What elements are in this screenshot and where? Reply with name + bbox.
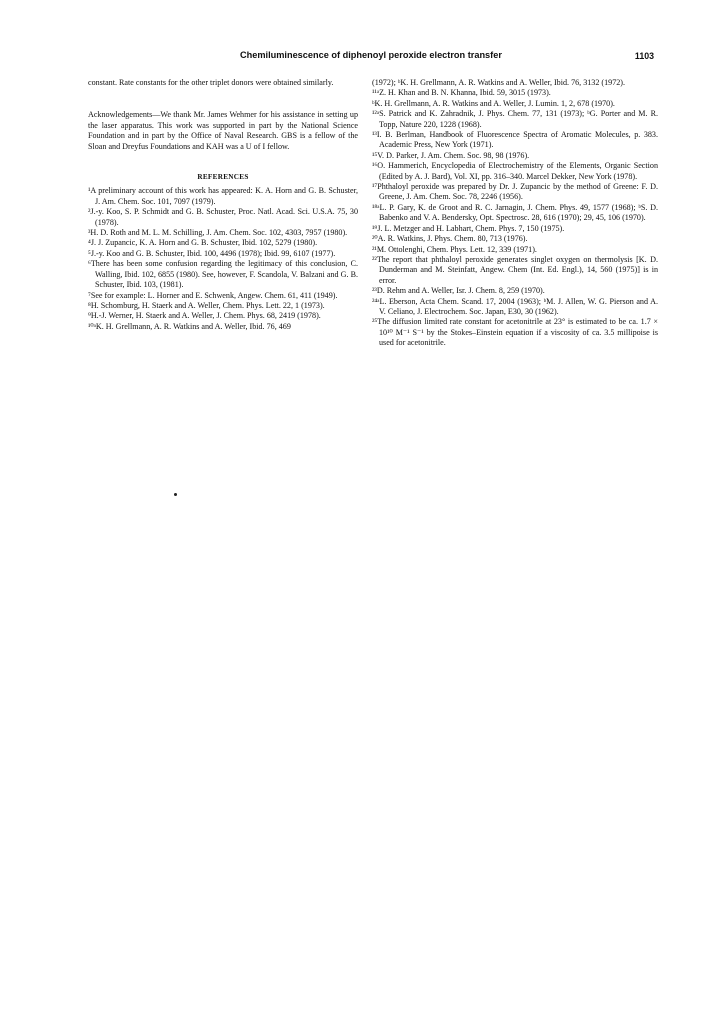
reference-item: ²²The report that phthaloyl peroxide generates singlet oxygen on thermolysis [K. D. Dunderman and M. Steinfatt, Angew. Chem (Int. Ed. Engl.), 14, 560 (1975)] is in error. [372, 254, 658, 285]
reference-item: ⁵J.-y. Koo and G. B. Schuster, Ibid. 100, 4496 (1978); Ibid. 99, 6107 (1977). [88, 248, 336, 258]
reference-item: ¹²ᵃS. Patrick and K. Zahradnik, J. Phys. Chem. 77, 131 (1973); ᵇG. Porter and M. R. Topp, Nature 220, 1228 (1968). [372, 109, 658, 129]
reference-item: ²³D. Rehm and A. Weller, Isr. J. Chem. 8, 259 (1970). [372, 286, 545, 296]
reference-item: ²⁵The diffusion limited rate constant for acetonitrile at 23° is estimated to be ca. 1.7 × 10¹⁰ M⁻¹ S⁻¹ by the Stokes–Einstein equation if a viscosity of ca. 3.5 millipoise is used for acetonitrile. [372, 317, 658, 348]
reference-item: ¹⁶O. Hammerich, Encyclopedia of Electrochemistry of the Elements, Organic Section (Edited by A. J. Bard), Vol. XI, pp. 316–340. Marcel Dekker, New York (1978). [372, 161, 658, 181]
reference-item: (1972); ᵇK. H. Grellmann, A. R. Watkins and A. Weller, Ibid. 76, 3132 (1972). [372, 78, 626, 87]
reference-item: ⁶There has been some confusion regarding the legitimacy of this conclusion, C. Walling, Ibid. 102, 6855 (1980). See, however, F. Scandola, V. Balzani and G. B. Schuster, Ibid. 103, (1981). [88, 259, 358, 290]
reference-item: ᵇK. H. Grellmann, A. R. Watkins and A. Weller, J. Lumin. 1, 2, 678 (1970). [372, 98, 615, 108]
reference-item: ³H. D. Roth and M. L. M. Schilling, J. Am. Chem. Soc. 102, 4303, 7957 (1980). [88, 228, 348, 238]
acknowledgements: Acknowledgements—We thank Mr. James Wehmer for his assistance in setting up the laser apparatus. This work was supported in part by the National Science Foundation and in part by the Office of Naval Research. GBS is a fellow of the Sloan and Dreyfus Foundations and KAH was a U of I fellow. [88, 110, 358, 151]
reference-item: ²⁰A. R. Watkins, J. Phys. Chem. 80, 713 (1976). [372, 234, 528, 244]
right-column [372, 78, 658, 349]
reference-item: ¹⁰ᵃK. H. Grellmann, A. R. Watkins and A. Weller, Ibid. 76, 469 [88, 321, 291, 331]
reference-item: ²J.-y. Koo, S. P. Schmidt and G. B. Schuster, Proc. Natl. Acad. Sci. U.S.A. 75, 30 (1978). [88, 207, 358, 227]
closing-paragraph: constant. Rate constants for the other triplet donors were obtained similarly. [88, 78, 334, 87]
page-number: 1103 [634, 51, 654, 61]
reference-item: ¹⁵V. D. Parker, J. Am. Chem. Soc. 98, 98 (1976). [372, 150, 530, 160]
reference-item: ²¹M. Ottolenghi, Chem. Phys. Lett. 12, 339 (1971). [372, 244, 537, 254]
reference-item: ⁷See for example: L. Horner and E. Schwenk, Angew. Chem. 61, 411 (1949). [88, 290, 338, 300]
reference-item: ¹⁸ᵃL. P. Gary, K. de Groot and R. C. Jarnagin, J. Chem. Phys. 49, 1577 (1968); ᵇS. D. Babenko and V. A. Bendersky, Opt. Spectrosc. 28, 616 (1970); 29, 45, 106 (1970). [372, 202, 658, 223]
reference-item: ¹⁷Phthaloyl peroxide was prepared by Dr. J. Zupancic by the method of Greene: F. D. Greene, J. Am. Chem. Soc. 78, 2246 (1956). [372, 182, 658, 202]
reference-item: ¹¹ᵃZ. H. Khan and B. N. Khanna, Ibid. 59, 3015 (1973). [372, 88, 551, 98]
reference-item: ²⁴ᵃL. Eberson, Acta Chem. Scand. 17, 2004 (1963); ᵇM. J. Allen, W. G. Pierson and A. V. Celiano, J. Electrochem. Soc. Japan, E30, 30 (1962). [372, 296, 658, 316]
paragraph-gap [88, 88, 358, 110]
reference-item: ¹⁹J. L. Metzger and H. Labhart, Chem. Phys. 7, 150 (1975). [372, 223, 565, 233]
stray-dot-mark [174, 493, 177, 496]
references-heading: REFERENCES [197, 173, 249, 182]
reference-item: ¹A preliminary account of this work has appeared: K. A. Horn and G. B. Schuster, J. Am. Chem. Soc. 101, 7097 (1979). [88, 186, 358, 206]
reference-item: ⁸H. Schomburg, H. Staerk and A. Weller, Chem. Phys. Lett. 22, 1 (1973). [88, 300, 325, 310]
page-header [88, 50, 658, 64]
reference-item: ⁹H.-J. Werner, H. Staerk and A. Weller, J. Chem. Phys. 68, 2419 (1978). [88, 311, 321, 321]
reference-item: ⁴J. J. Zupancic, K. A. Horn and G. B. Schuster, Ibid. 102, 5279 (1980). [88, 238, 318, 248]
running-title: Chemiluminescence of diphenoyl peroxide electron transfer [240, 50, 502, 60]
reference-item: ¹³I. B. Berlman, Handbook of Fluorescence Spectra of Aromatic Molecules, p. 383. Academic Press, New York (1971). [372, 130, 658, 150]
left-column [88, 78, 358, 332]
